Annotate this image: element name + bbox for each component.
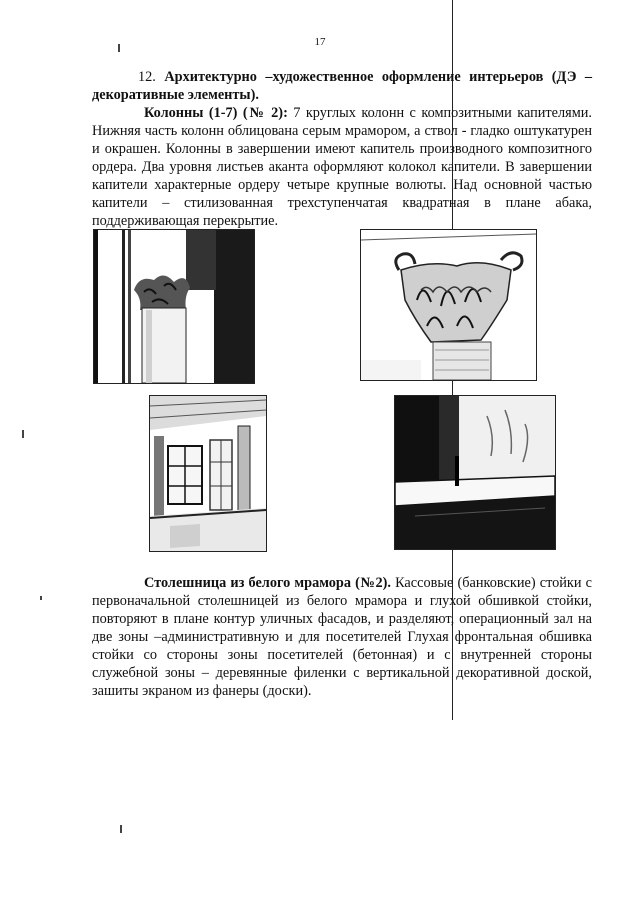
scan-speck [120, 825, 122, 833]
counter-paragraph [92, 574, 592, 700]
section-title: Архитектурно –художественное оформление интерьеров (ДЭ – декоративные элементы). [92, 69, 592, 103]
columns-text: 7 круглых колонн с композитными капителями. Нижняя часть колонн облицована серым мрамором, а ствол - гладко оштукатурен и окрашен. Колонны в завершении имеют капитель производного композитного ордера. Два уровня листьев аканта оформляют колокол капители. В завершении капители характерные ордеру четыре крупные волюты. Над основной частью капители – стилизованная трехступенчатая квадратная в плане абака, поддерживающая перекрытие. [92, 105, 592, 229]
photo-column-shaft [93, 229, 255, 384]
scan-speck [118, 44, 120, 52]
page-number: 17 [314, 36, 326, 48]
counter-text: Кассовые (банковские) стойки с первоначальной столешницей из белого мрамора и глухой обшивкой стойки, повторяют в плане контур уличных фасадов, и разделяют, операционный зал на две зоны –административную и для посетителей Глухая фронтальная обшивка стойки со стороны зоны посетителей (бетонная) и с внутренней стороны служебной зоны – деревянные филенки с вертикальной декоративной доской, зашиты экраном из фанеры (доски). [92, 575, 593, 699]
columns-paragraph [92, 104, 592, 230]
section-heading [92, 68, 592, 104]
scan-speck [40, 596, 42, 600]
counter-heading: Столешница из белого мрамора (№2). [144, 575, 391, 591]
photo-interior-windows [149, 395, 267, 552]
section-number: 12. [138, 69, 156, 85]
photo-capital-detail [360, 229, 537, 381]
scan-speck [22, 430, 24, 438]
columns-heading: Колонны (1-7) (№ 2): [144, 105, 288, 121]
photo-marble-counter [394, 395, 556, 550]
